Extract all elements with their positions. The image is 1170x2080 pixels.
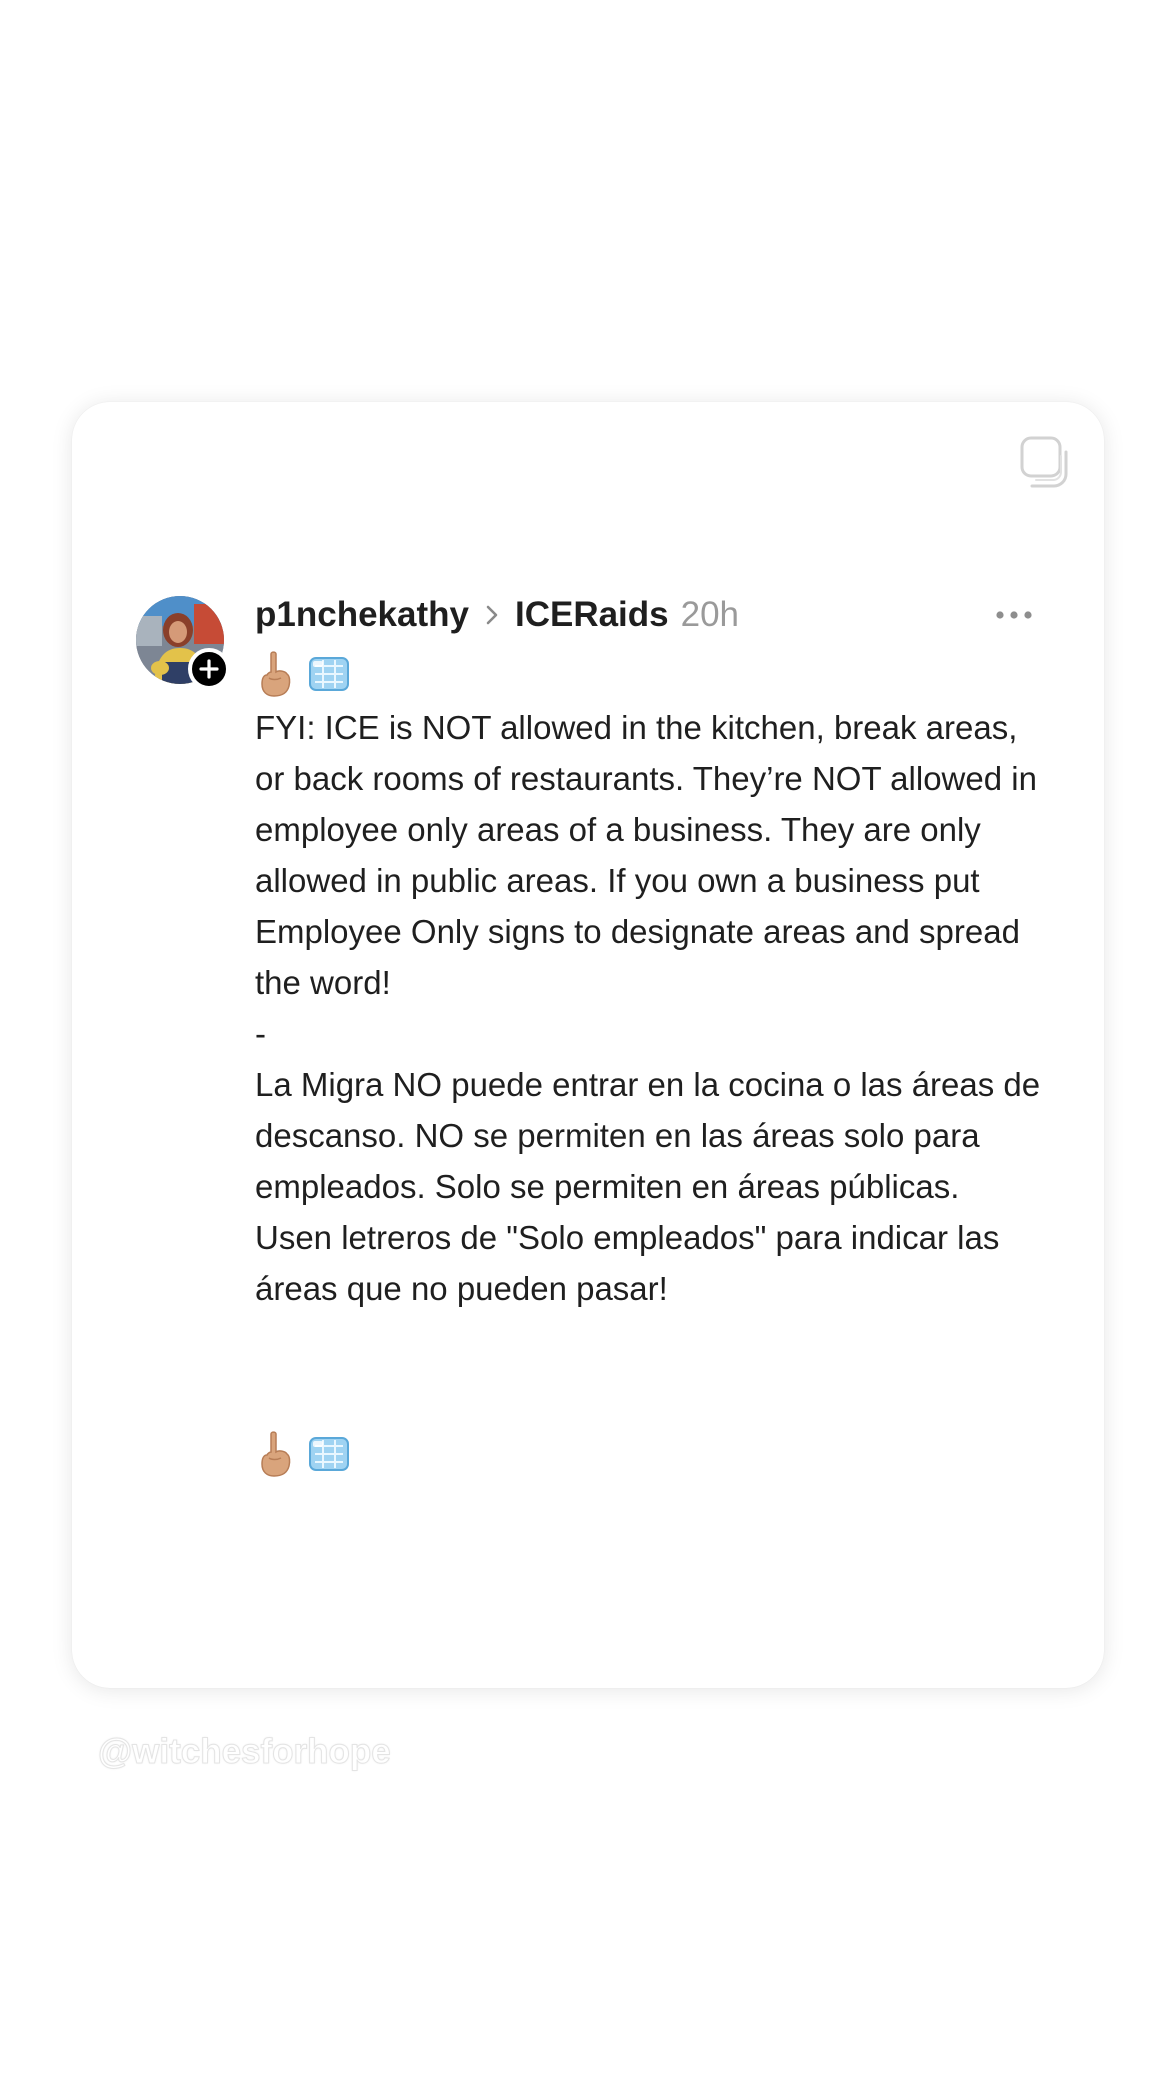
ice-cube-emoji-icon [307, 652, 351, 696]
community-link[interactable]: ICERaids [514, 595, 669, 634]
pointing-up-emoji-icon [255, 650, 295, 698]
plus-icon [199, 659, 219, 679]
chevron-right-icon [483, 602, 501, 628]
post-paragraph-spanish: La Migra NO puede entrar en la cocina o las áreas de descanso. NO se permiten en las áreas solo para empleados. Solo se permiten en áreas públicas. Usen letreros de "Solo empleados" para indicar las áreas que no pueden pasar! [255, 1066, 1041, 1307]
post-timestamp: 20h [680, 595, 740, 634]
emoji-row-top [255, 648, 351, 700]
username-link[interactable]: p1nchekathy [255, 595, 469, 634]
more-options-icon[interactable] [994, 600, 1034, 630]
post-paragraph-english: FYI: ICE is NOT allowed in the kitchen, break areas, or back rooms of restaurants. They’re NOT allowed in employee only areas of a business. They are only allowed in public areas. If you own a business put Employee Only signs to designate areas and spread the word! [255, 709, 1037, 1001]
avatar-container[interactable] [136, 596, 224, 684]
watermark-handle: @witchesforhope [98, 1732, 391, 1771]
post-paragraph-divider: - [255, 1015, 266, 1052]
post-header [255, 590, 739, 640]
pointing-up-emoji-icon [255, 1430, 295, 1478]
ice-cube-emoji-icon [307, 1432, 351, 1476]
copy-icon[interactable] [1016, 434, 1072, 490]
post-card[interactable] [72, 402, 1104, 1688]
emoji-row-bottom [255, 1428, 351, 1480]
follow-badge[interactable] [188, 648, 230, 690]
post-body [255, 702, 1045, 1314]
